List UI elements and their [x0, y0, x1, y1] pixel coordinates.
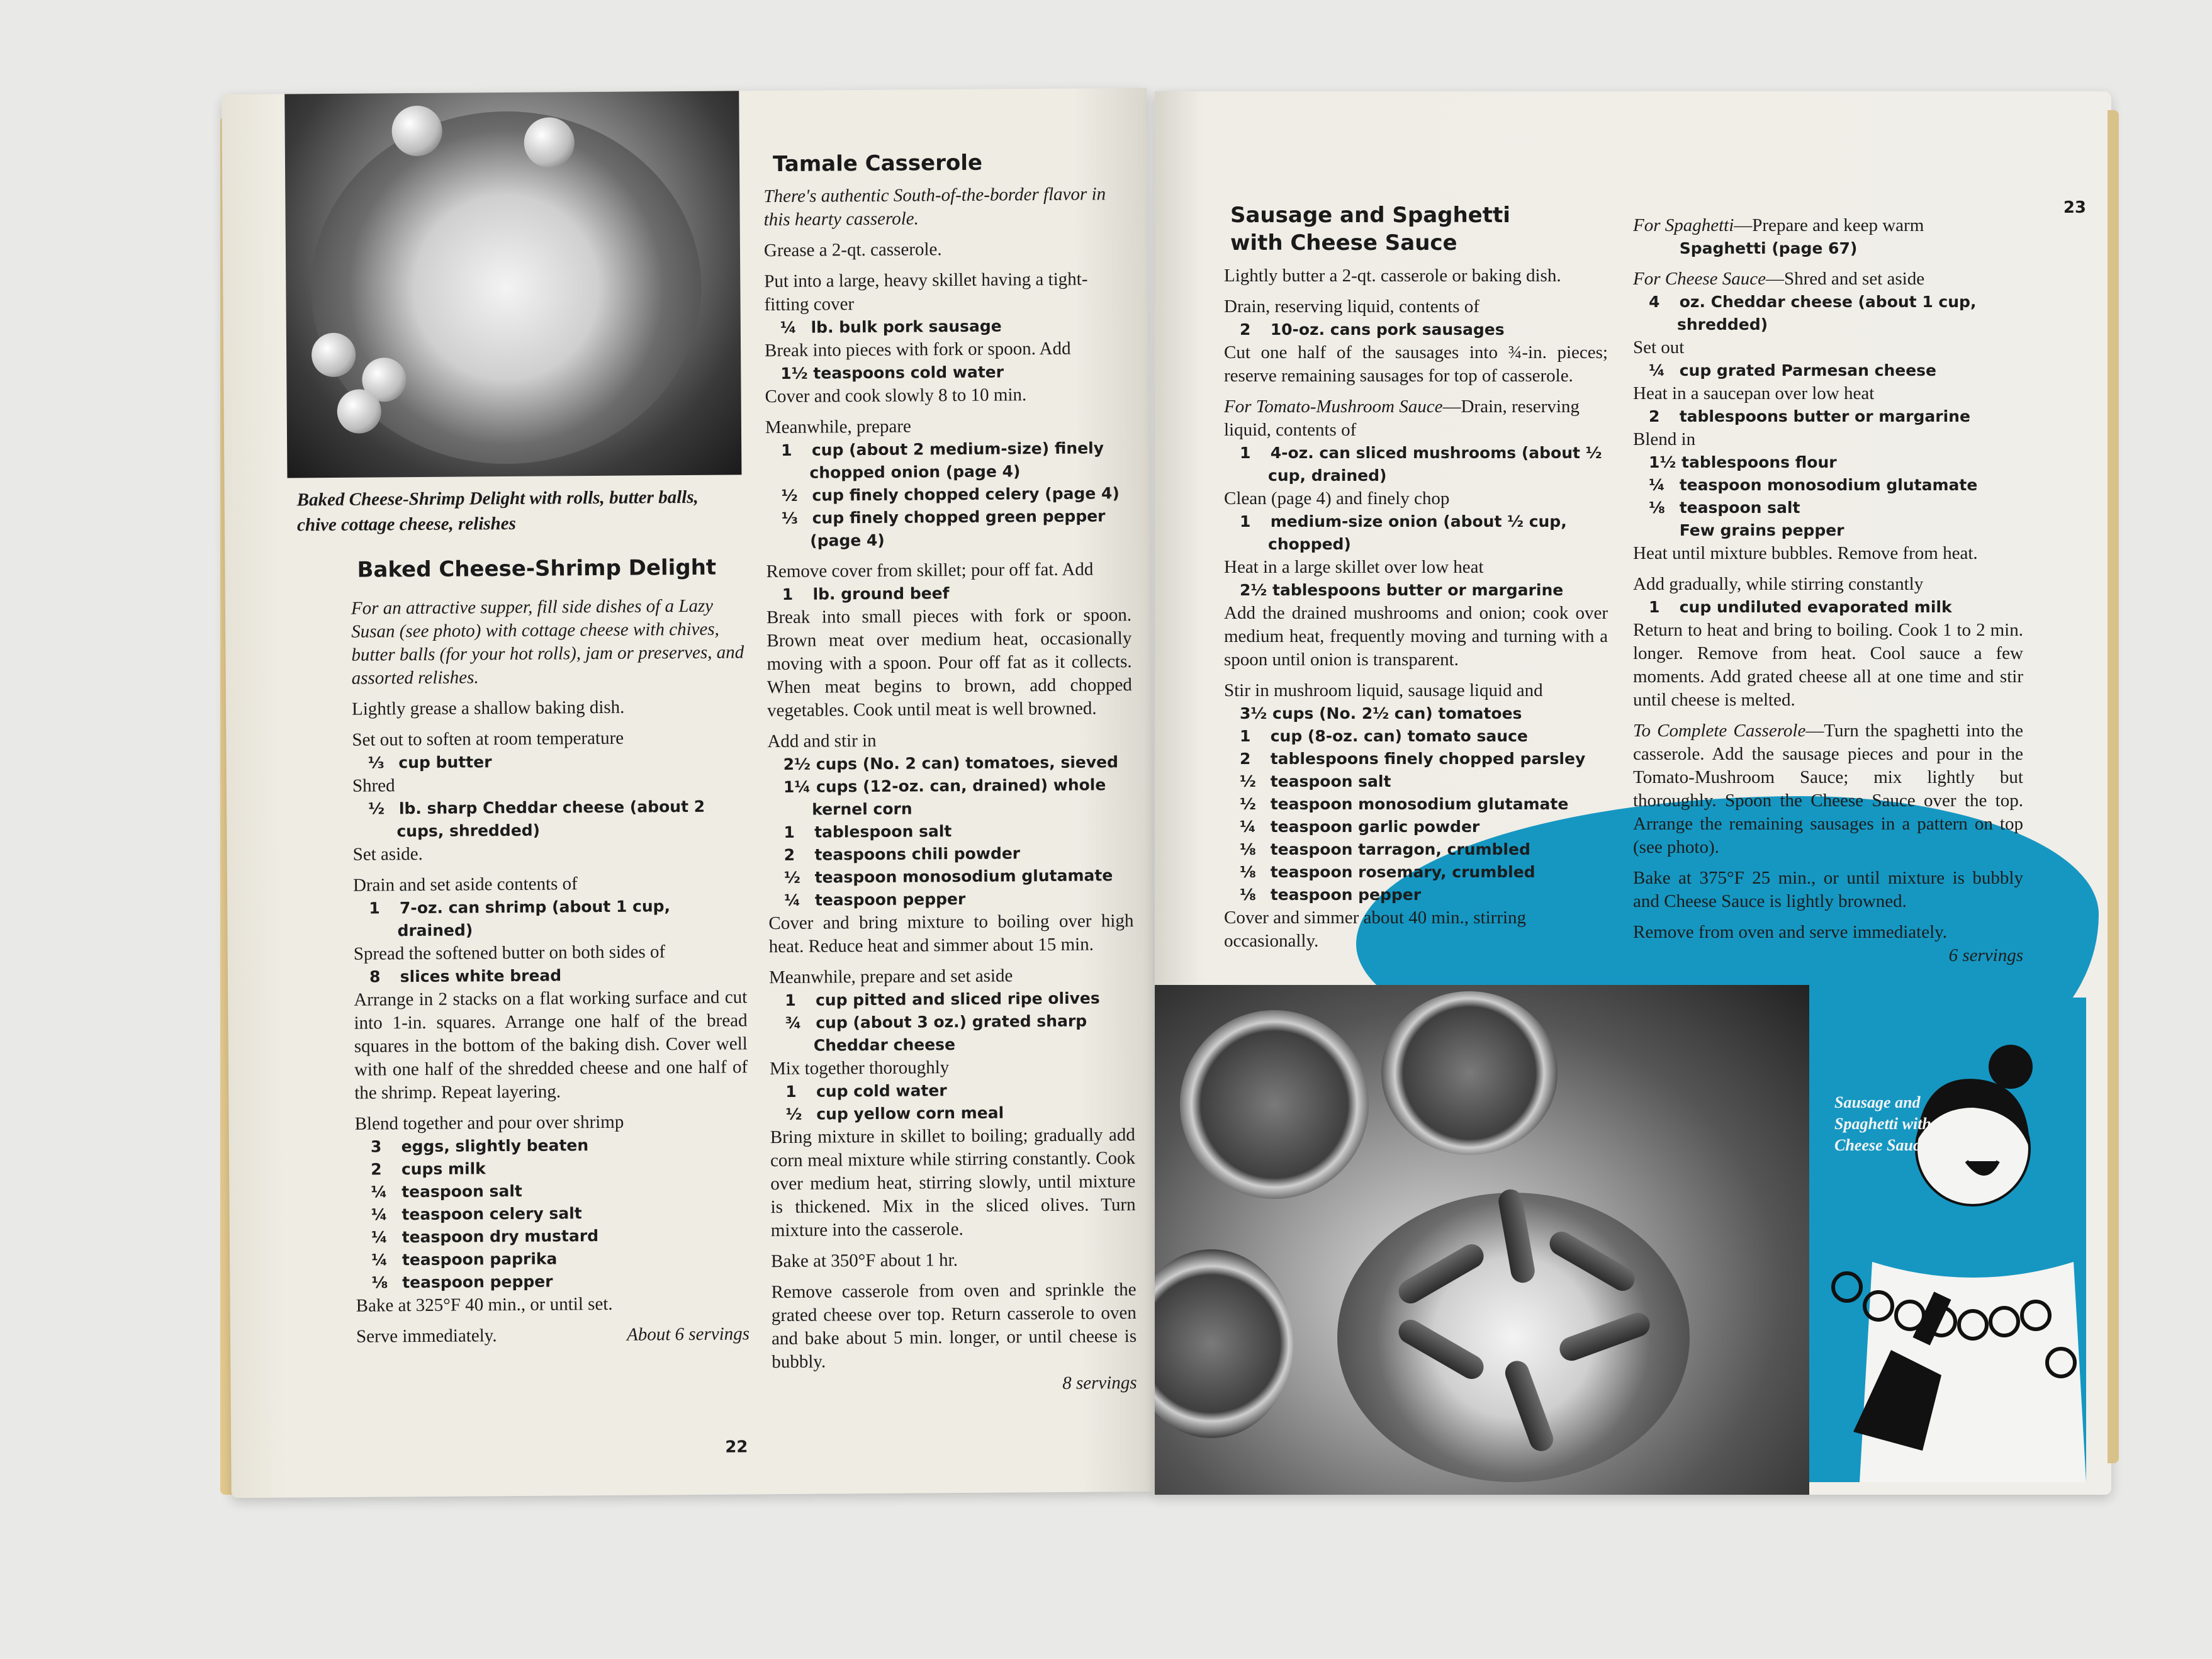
ingredient: ⅓ cup butter — [368, 753, 492, 772]
page-number-right: 23 — [2063, 198, 2086, 217]
ingredient: 1 7-oz. can shrimp (about 1 cup, drained) — [369, 897, 671, 940]
butter-ball — [337, 389, 381, 433]
page-number-left: 22 — [725, 1437, 748, 1457]
ingredient-list — [765, 437, 1131, 553]
ingredient: 2 10-oz. cans pork sausages — [1240, 320, 1505, 339]
ingredient-list — [355, 1133, 749, 1294]
ingredient-list — [1633, 451, 2023, 542]
recipe-body-sausage-col2: For Spaghetti—Prepare and keep warm Spaghetti (page 67) For Cheese Sauce—Shred and set aside 4 oz. Cheddar cheese (about 1 cup, shredded) Set out ¼ cup grated Parmesan cheese Heat in a saucepan over low heat 2 tablespoons butter or margarine Blend in 1½ tablespoons flour ¼ teaspoon monosodium glutamate ⅛ teaspoon salt Few grains pepper Heat until mixture bubbles. Remove from heat. Add gradually, while stirring constantly 1 cup undiluted evaporated milk Return to heat and bring to boiling. Cook 1 to 2 min. longer. Remove from heat. Cool sauce a few moments. Add grated cheese all at one time and stir until cheese is melted. To Complete Casserole—Turn the spaghetti into the casserole. Add the sausage pieces and pour in the Tomato-Mushroom Sauce; mix lightly but thoroughly. Spoon the Cheese Sauce over the top. Arrange the remaining sausages in a pattern on top (see photo). Bake at 375°F 25 min., or until mixture is bubbly and Cheese Sauce is lightly browned. Remove from oven and serve immediately. 6 servings — [1633, 215, 2023, 965]
ingredient: ¼ lb. bulk pork sausage — [780, 317, 1002, 337]
photo-caption: Baked Cheese-Shrimp Delight with rolls, butter balls, chive cottage cheese, relishes — [296, 486, 699, 536]
ingredient: 1 cup (8-oz. can) tomato sauce — [1240, 727, 1528, 745]
ingredient: 1 cup pitted and sliced ripe olives — [785, 989, 1100, 1009]
ingredient: ½ cup finely chopped celery (page 4) — [781, 484, 1120, 505]
ingredient: 2 cups milk — [371, 1159, 486, 1179]
ingredient: ½ lb. sharp Cheddar cheese (about 2 cups, shredded) — [368, 797, 705, 841]
ingredient: ⅓ cup finely chopped green pepper (page 4) — [781, 507, 1106, 550]
ingredient: 1 tablespoon salt — [783, 822, 952, 841]
recipe-title-tamale: Tamale Casserole — [772, 150, 983, 177]
ingredient: ¼ teaspoon dry mustard — [371, 1227, 599, 1247]
ingredient: ¼ teaspoon garlic powder — [1240, 818, 1480, 836]
ingredient: 1½ tablespoons flour — [1649, 453, 1837, 471]
figure-caption: Sausage and Spaghetti with Cheese Sauce — [1834, 1093, 1931, 1154]
left-page — [222, 88, 1157, 1498]
ingredient: 2½ tablespoons butter or margarine — [1240, 581, 1564, 599]
ingredient: ½ teaspoon salt — [1240, 772, 1391, 790]
ingredient: Few grains pepper — [1679, 521, 1844, 539]
ingredient: ½ teaspoon monosodium glutamate — [783, 866, 1113, 887]
ingredient: 2 teaspoons chili powder — [783, 844, 1021, 864]
ingredient: 2 tablespoons butter or margarine — [1649, 407, 1970, 425]
ingredient: ¼ teaspoon celery salt — [371, 1204, 582, 1224]
ingredient: ⅛ teaspoon salt — [1649, 498, 1800, 517]
right-page — [1155, 91, 2111, 1495]
salad-bowl — [1155, 1249, 1293, 1438]
salad-bowl — [1381, 991, 1558, 1155]
recipe-body-shrimp: For an attractive supper, fill side dishes of a Lazy Susan (see photo) with cottage cheese with chives, butter balls (for your hot rolls), jam or preserves, and assorted relishes. Lightly grease a shallow baking dish. Set out to soften at room temperature ⅓ cup butter Shred ½ lb. sharp Cheddar cheese (about 2 cups, shredded) Set aside. Drain and set aside contents of 1 7-oz. can shrimp (about 1 cup, drained) Spread the softened butter on both sides of 8 slices white bread Arrange in 2 stacks on a flat working surface and cut into 1-in. squares. Arrange one half of the bread squares in the bottom of the baking dish. Cover well with one half of the shredded cheese and one half of the shrimp. Repeat layering. Blend together and pour over shrimp 3 eggs, slightly beaten 2 cups milk ¼ teaspoon salt ¼ teaspoon celery salt ¼ teaspoon dry mustard ¼ teaspoon paprika ⅛ teaspoon pepper Bake at 325°F 40 min., or until set. Serve immediately. About 6 servings — [351, 595, 750, 1347]
ingredient: 1 cup undiluted evaporated milk — [1649, 598, 1952, 616]
woman-illustration — [1809, 998, 2086, 1482]
ingredient: 1 medium-size onion (about ½ cup, chopped) — [1240, 512, 1567, 553]
ingredient: 1 lb. ground beef — [782, 584, 950, 604]
ingredient: 1 cup cold water — [785, 1081, 947, 1101]
ingredient: 1 4-oz. can sliced mushrooms (about ½ cup, drained) — [1240, 444, 1602, 485]
ingredient-list — [770, 1078, 1135, 1126]
ingredient: ¼ cup grated Parmesan cheese — [1649, 361, 1937, 380]
roll — [524, 117, 575, 168]
ingredient: ½ cup yellow corn meal — [785, 1103, 1004, 1123]
ingredient: ⅛ teaspoon pepper — [371, 1272, 553, 1292]
ingredient: 1 cup (about 2 medium-size) finely chopped onion (page 4) — [781, 439, 1104, 482]
ingredient: 1¼ cups (12-oz. can, drained) whole kernel corn — [783, 775, 1106, 819]
recipe-body-sausage-col1: Lightly butter a 2-qt. casserole or baking dish. Drain, reserving liquid, contents of 2 10-oz. cans pork sausages Cut one half of the sausages into ¾-in. pieces; reserve remaining sausages for top of casserole. For Tomato-Mushroom Sauce—Drain, reserving liquid, contents of 1 4-oz. can sliced mushrooms (about ½ cup, drained) Clean (page 4) and finely chop 1 medium-size onion (about ½ cup, chopped) Heat in a large skillet over low heat 2½ tablespoons butter or margarine Add the drained mushrooms and onion; cook over medium heat, frequently moving and turning with a spoon until onion is transparent. Stir in mushroom liquid, sausage liquid and 3½ cups (No. 2½ can) tomatoes 1 cup (8-oz. can) tomato sauce 2 tablespoons finely chopped parsley ½ teaspoon salt ½ teaspoon monosodium glutamate ¼ teaspoon garlic powder ⅛ teaspoon tarragon, crumbled ⅛ teaspoon rosemary, crumbled ⅛ teaspoon pepper Cover and simmer about 40 min., stirring occasionally. — [1224, 266, 1608, 951]
photo-sausage-casserole — [1155, 985, 1809, 1495]
ingredient: 4 oz. Cheddar cheese (about 1 cup, shredded) — [1649, 293, 1977, 334]
ingredient-list — [1224, 702, 1608, 906]
ingredient: ¼ teaspoon monosodium glutamate — [1649, 476, 1978, 494]
illustration-woman-figure — [1809, 998, 2086, 1482]
ingredient: ⅛ teaspoon tarragon, crumbled — [1240, 840, 1530, 858]
ingredient: ¼ teaspoon salt — [371, 1181, 522, 1201]
butter-ball — [312, 333, 356, 377]
salad-bowl — [1180, 1010, 1369, 1199]
recipe-title-shrimp: Baked Cheese-Shrimp Delight — [357, 554, 717, 583]
ingredient: 8 slices white bread — [369, 966, 562, 986]
photo-shrimp-delight — [284, 91, 741, 478]
ingredient: ½ teaspoon monosodium glutamate — [1240, 795, 1569, 813]
ingredient: ¼ teaspoon pepper — [784, 889, 966, 909]
recipe-body-tamale: There's authentic South-of-the-border flavor in this hearty casserole. Grease a 2-qt. casserole. Put into a large, heavy skillet having a tight-fitting cover ¼ lb. bulk pork sausage Break into pieces with fork or spoon. Add 1½ teaspoons cold water Cover and cook slowly 8 to 10 min. Meanwhile, prepare 1 cup (about 2 medium-size) finely chopped onion (page 4) ½ cup finely chopped celery (page 4) ⅓ cup finely chopped green pepper (page 4) Remove cover from skillet; pour off fat. Add 1 lb. ground beef Break into small pieces with fork or spoon. Brown meat over medium heat, occasionally moving with a spoon. Pour off fat as it collects. When meat begins to brown, add chopped vegetables. Cook until meat is well browned. Add and stir in 2½ cups (No. 2 can) tomatoes, sieved 1¼ cups (12-oz. can, drained) whole kernel corn 1 tablespoon salt 2 teaspoons chili powder ½ teaspoon monosodium glutamate ¼ teaspoon pepper Cover and bring mixture to boiling over high heat. Reduce heat and simmer about 15 min. Meanwhile, prepare and set aside 1 cup pitted and sliced ripe olives ¾ cup (about 3 oz.) grated sharp Cheddar cheese Mix together thoroughly 1 cup cold water ½ cup yellow corn meal Bring mixture in skillet to boiling; gradually add corn meal mixture while stirring constantly. Cook over medium heat, stirring slowly, until mixture is thickened. Mix in the sliced olives. Turn mixture into the casserole. Bake at 350°F about 1 hr. Remove casserole from oven and sprinkle the grated cheese over top. Return casserole to oven and bake about 5 min. longer, or until cheese is bubbly. 8 servings — [763, 184, 1137, 1393]
ingredient: Spaghetti (page 67) — [1679, 239, 1858, 257]
ingredient: ⅛ teaspoon pepper — [1240, 886, 1422, 904]
ingredient-list — [768, 751, 1134, 912]
ingredient: 3 eggs, slightly beaten — [370, 1136, 589, 1156]
roll — [391, 106, 442, 157]
ingredient: ¾ cup (about 3 oz.) grated sharp Cheddar cheese — [785, 1011, 1087, 1055]
open-cookbook — [220, 91, 2102, 1526]
ingredient: 2½ cups (No. 2 can) tomatoes, sieved — [783, 753, 1119, 773]
ingredient: 3½ cups (No. 2½ can) tomatoes — [1240, 704, 1522, 723]
page-edge-right — [2108, 110, 2119, 1463]
ingredient: ⅛ teaspoon rosemary, crumbled — [1240, 863, 1535, 881]
ingredient: 1½ teaspoons cold water — [780, 363, 1004, 383]
recipe-title-sausage: Sausage and Spaghetti with Cheese Sauce — [1230, 203, 1510, 256]
ingredient: ¼ teaspoon paprika — [371, 1249, 558, 1269]
ingredient-list — [769, 987, 1135, 1057]
ingredient: 2 tablespoons finely chopped parsley — [1240, 750, 1586, 768]
